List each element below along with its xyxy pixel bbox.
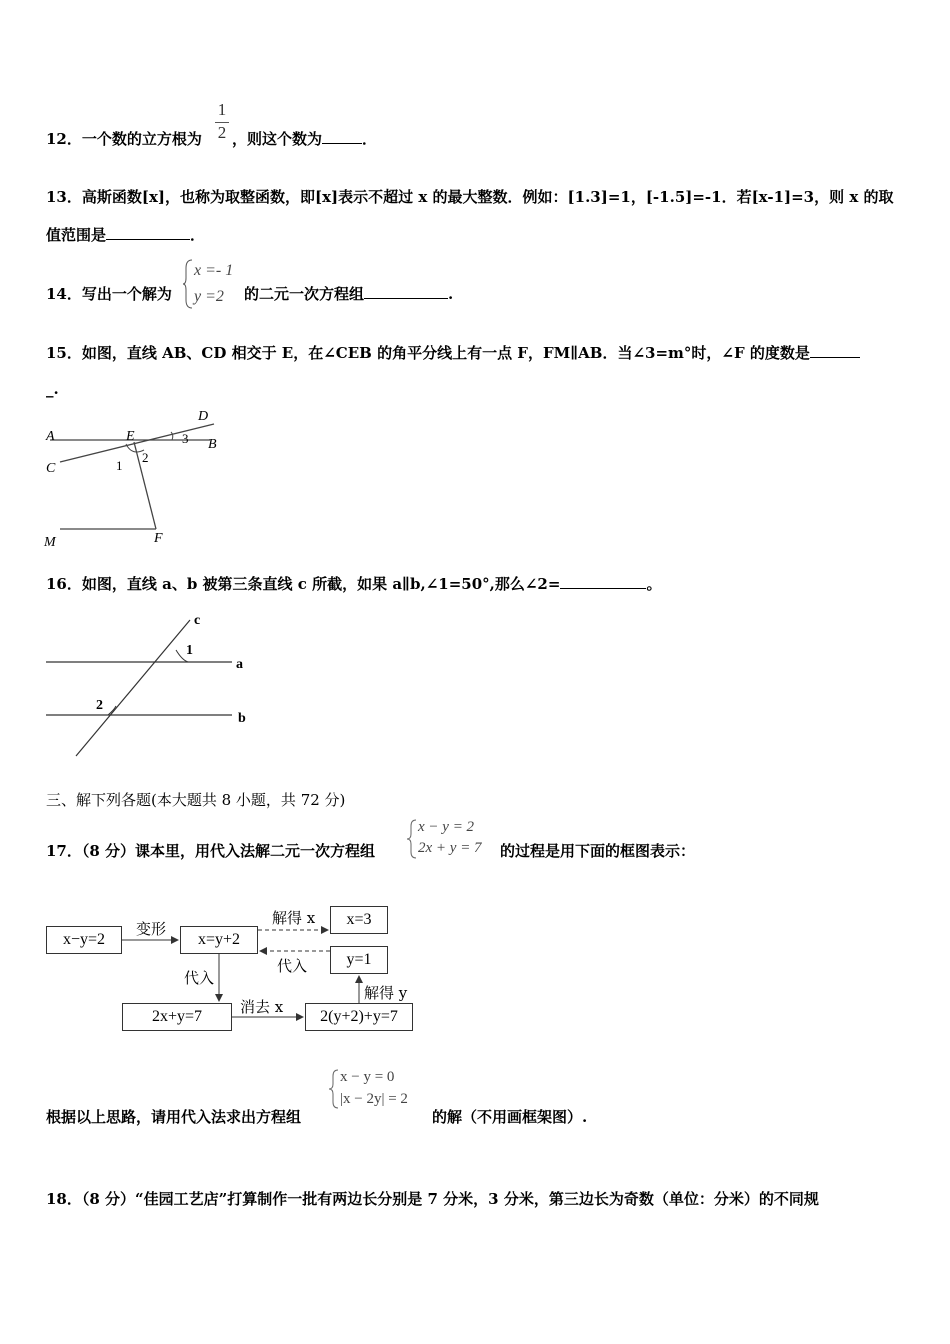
q17-follow-eq1: x − y = 0 — [340, 1069, 395, 1085]
q12-suffix: ，则这个数为 — [232, 130, 323, 148]
q17-prefix: 17．（8 分）课本里，用代入法解二元一次方程组 — [46, 842, 376, 860]
section-3-title: 三、解下列各题(本大题共 8 小题，共 72 分) — [46, 791, 346, 809]
q17-eq1: x − y = 2 — [418, 819, 475, 835]
q14-prefix: 14．写出一个解为 — [46, 285, 172, 303]
q18-line: 18．（8 分）“佳园工艺店”打算制作一批有两边长分别是 7 分米，3 分米，第三边长为奇数（单位：分米）的不同规 — [46, 1190, 819, 1208]
flow-box-2x-plus-y: 2x+y=7 — [122, 1003, 232, 1031]
q15-text: 15．如图，直线 AB、CD 相交于 E，在∠CEB 的角平分线上有一点 F，FM∥AB．当∠3=m°时，∠F 的度数是 — [46, 344, 810, 362]
label-a: A — [46, 429, 55, 444]
label-angle-2: 2 — [142, 450, 149, 465]
q13-end: ． — [190, 226, 206, 244]
label-a: a — [236, 657, 243, 672]
flow-box-x-eq-y-plus-2: x=y+2 — [180, 926, 258, 954]
q17-follow-suffix: 的解（不用画框架图）. — [432, 1108, 588, 1126]
q16-text: 16．如图，直线 a、b 被第三条直线 c 所截，如果 a∥b,∠1=50°,那么∠2= — [46, 575, 561, 593]
flow-label-solve-x: 解得 x — [272, 909, 316, 927]
flow-box-y-eq-1: y=1 — [330, 946, 388, 974]
q17-eq2: 2x + y = 7 — [418, 840, 482, 856]
q12-frac-den: 2 — [215, 122, 229, 143]
label-b: b — [238, 711, 246, 726]
q14-end: . — [448, 285, 454, 303]
q17-suffix: 的过程是用下面的框图表示： — [500, 842, 696, 860]
q17-follow-system — [340, 1066, 408, 1110]
label-m: M — [44, 535, 56, 550]
label-f: F — [154, 531, 163, 546]
q17-follow-prefix: 根据以上思路，请用代入法求出方程组 — [46, 1108, 302, 1126]
flow-label-eliminate-x: 消去 x — [240, 998, 284, 1016]
flow-label-substitute-2: 代入 — [184, 969, 215, 987]
q17-follow-brace — [328, 1068, 340, 1110]
q14-eq1: x =- 1 — [194, 262, 234, 279]
label-angle-1: 1 — [186, 643, 193, 658]
q17-follow-eq2: |x − 2y| = 2 — [340, 1091, 408, 1107]
q14-suffix: 的二元一次方程组 — [244, 285, 365, 303]
q15-line2: _. — [46, 380, 59, 398]
flow-label-substitute-1: 代入 — [277, 957, 308, 975]
q16-end: 。 — [646, 575, 662, 593]
flow-box-substituted: 2(y+2)+y=7 — [305, 1003, 413, 1031]
q13-line2-prefix: 值范围是 — [46, 226, 107, 244]
label-e: E — [126, 429, 135, 444]
q12-prefix: 12．一个数的立方根为 — [46, 130, 202, 148]
flow-label-transform: 变形 — [136, 920, 167, 938]
label-angle-1: 1 — [116, 458, 123, 473]
q14-eq2: y =2 — [194, 288, 224, 305]
label-c: C — [46, 461, 56, 476]
label-c: c — [194, 613, 201, 628]
label-b: B — [208, 437, 217, 452]
flow-box-x-eq-3: x=3 — [330, 906, 388, 934]
flow-box-x-minus-y: x−y=2 — [46, 926, 122, 954]
q12-frac-num: 1 — [217, 100, 227, 119]
q12-end: ． — [362, 130, 378, 148]
label-angle-3: 3 — [182, 431, 189, 446]
label-d: D — [198, 409, 209, 424]
flow-label-solve-y: 解得 y — [364, 984, 408, 1002]
label-angle-2: 2 — [96, 698, 103, 713]
q13-line1: 13．高斯函数[x]，也称为取整函数，即[x]表示不超过 x 的最大整数．例如：[1.3]=1，[-1.5]=-1．若[x-1]=3，则 x 的取 — [46, 188, 894, 206]
